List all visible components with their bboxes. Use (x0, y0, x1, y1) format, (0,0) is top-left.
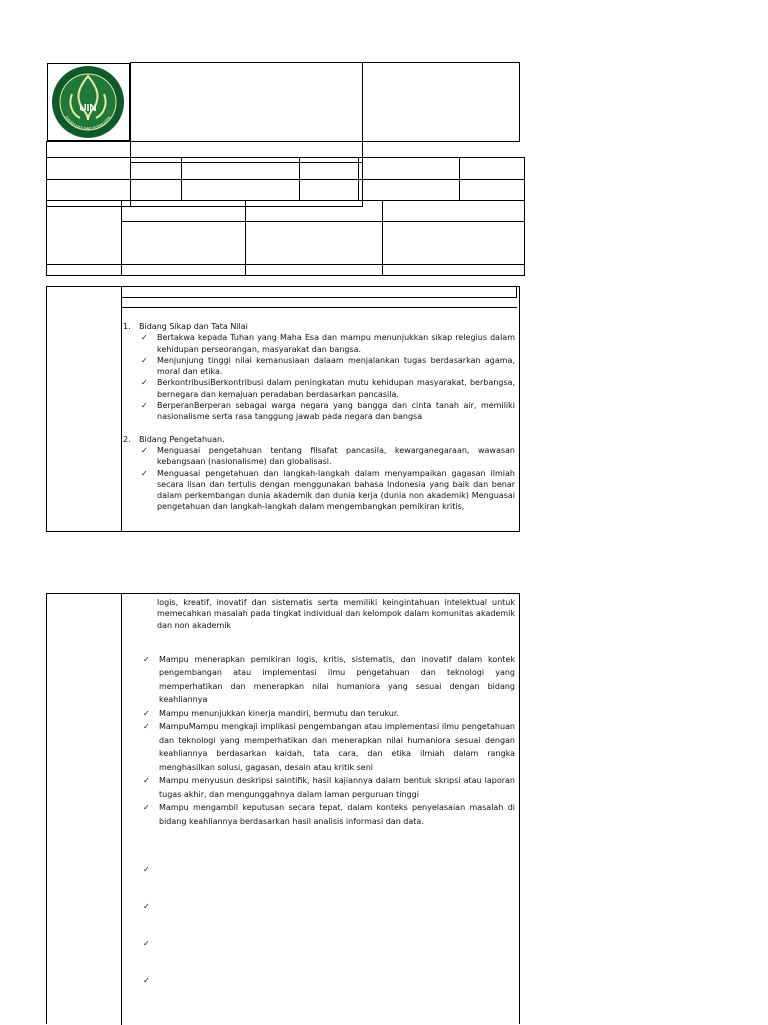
check-icon: ✓ (141, 378, 148, 388)
university-logo (50, 64, 126, 140)
content-table-1 (46, 286, 520, 532)
check-icon: ✓ (143, 803, 150, 813)
check-icon: ✓ (143, 776, 150, 786)
check-icon: ✓ (143, 708, 150, 718)
list-item: ✓ MampuMampu mengkaji implikasi pengembangan atau implementasi ilmu pengetahuan dan teknologi yang memperhatikan dan menerapkan nilai humaniora sesuai dengan keahliannya berdasarkan kaidah, tata cara, dan etika ilmiah dalam rangka menghasilkan solusi, gagasan, desain atau kritik seni (143, 722, 515, 772)
list-item: ✓ Mampu mengambil keputusan secara tepat, dalam konteks penyelasaian masalah di bidang keahliannya berdasarkan hasil analisis informasi dan data. (143, 803, 515, 826)
list-item: ✓ Bertakwa kepada Tuhan yang Maha Esa dan mampu menunjukkan sikap relegius dalam kehidupan perseorangan, masyarakat dan bangsa. (141, 333, 515, 354)
check-icon: ✓ (141, 401, 148, 411)
header-cell (363, 63, 520, 142)
empty-check-2: ✓ (143, 902, 150, 911)
check-icon: ✓ (141, 355, 148, 365)
list-item: ✓ BerkontribusiBerkontribusi dalam peningkatan mutu kehidupan masyarakat, berbangsa, bernegara dan kemajuan peradaban berdasarkan pancasila. (141, 378, 515, 399)
header-cell (131, 63, 363, 142)
check-icon: ✓ (143, 654, 150, 664)
empty-check-1: ✓ (143, 865, 150, 874)
list-item: ✓ Menguasai pengetahuan dan langkah-langkah dalam menyampaikan gagasan ilmiah secara lisan dan tertulis dengan menggunakan bahasa Indonesia yang baik dan benar dalam perkembangan dunia akademik dan dunia kerja (dunia non akademik) Menguasai pengetahuan dan langkah-langkah dalam mengembangkan pemikiran kritis, (141, 468, 515, 512)
check-icon: ✓ (141, 468, 148, 478)
info-table-2 (46, 200, 525, 276)
section-heading: 2. Bidang Pengetahuan. (123, 434, 225, 444)
list-item: ✓ Menguasai pengetahuan tentang filsafat pancasila, kewarganegaraan, wawasan kebangsaan (nasionalisme) dan globalisasi. (141, 445, 515, 467)
checklist (139, 445, 515, 513)
logo-cell (47, 63, 131, 141)
list-item: ✓ BerperanBerperan sebagai warga negara yang bangga dan cinta tanah air, memiliki nasionalisme serta rasa tanggung jawab pada negara dan bangsa (141, 401, 515, 422)
empty-check-3: ✓ (143, 939, 150, 948)
list-item: ✓ Mampu menerapkan pemikiran logis, kritis, sistematis, dan inovatif dalam kontek pengembangan atau implementasi ilmu pengetahuan dan teknologi yang memperhatikan dan menerapkan nilai humaniora yang sesuai dengan bidang keahliannya (143, 654, 515, 705)
list-item: ✓ Menjunjung tinggi nilai kemanusiaan dalaam menjalankan tugas berdasarkan agama, moral dan etika. (141, 355, 515, 377)
check-icon: ✓ (143, 722, 150, 732)
check-icon: ✓ (141, 333, 148, 343)
check-icon: ✓ (141, 445, 148, 455)
content-table-2 (46, 593, 520, 1024)
section-2-continued (141, 597, 515, 828)
checklist (139, 332, 515, 422)
section-1 (123, 321, 515, 513)
section-heading: 1. Bidang Sikap dan Tata Nilai (123, 322, 248, 331)
empty-check-4: ✓ (143, 976, 150, 985)
svg-text:UIN: UIN (79, 102, 97, 114)
list-item: ✓ Mampu menyusun deskripsi saintifik, hasil kajiannya dalam bentuk skripsi atau laporan tugas akhir, dan mengunggahnya dalam laman perguruan tinggi (143, 776, 515, 799)
info-table (46, 157, 525, 201)
checklist (141, 653, 515, 829)
list-item: ✓ Mampu menunjukkan kinerja mandiri, bermutu dan terukur. (141, 707, 515, 721)
continuation-text: logis, kreatif, inovatif dan sistematis serta memiliki keingintahuan intelektual untuk memecahkan masalah pada tingkat individual dan kelompok dalam komunitas akademik dan non akademik (157, 598, 515, 630)
svg-text:RADEN MAS SAID SURAKARTA: RADEN MAS SAID SURAKARTA (64, 115, 112, 131)
